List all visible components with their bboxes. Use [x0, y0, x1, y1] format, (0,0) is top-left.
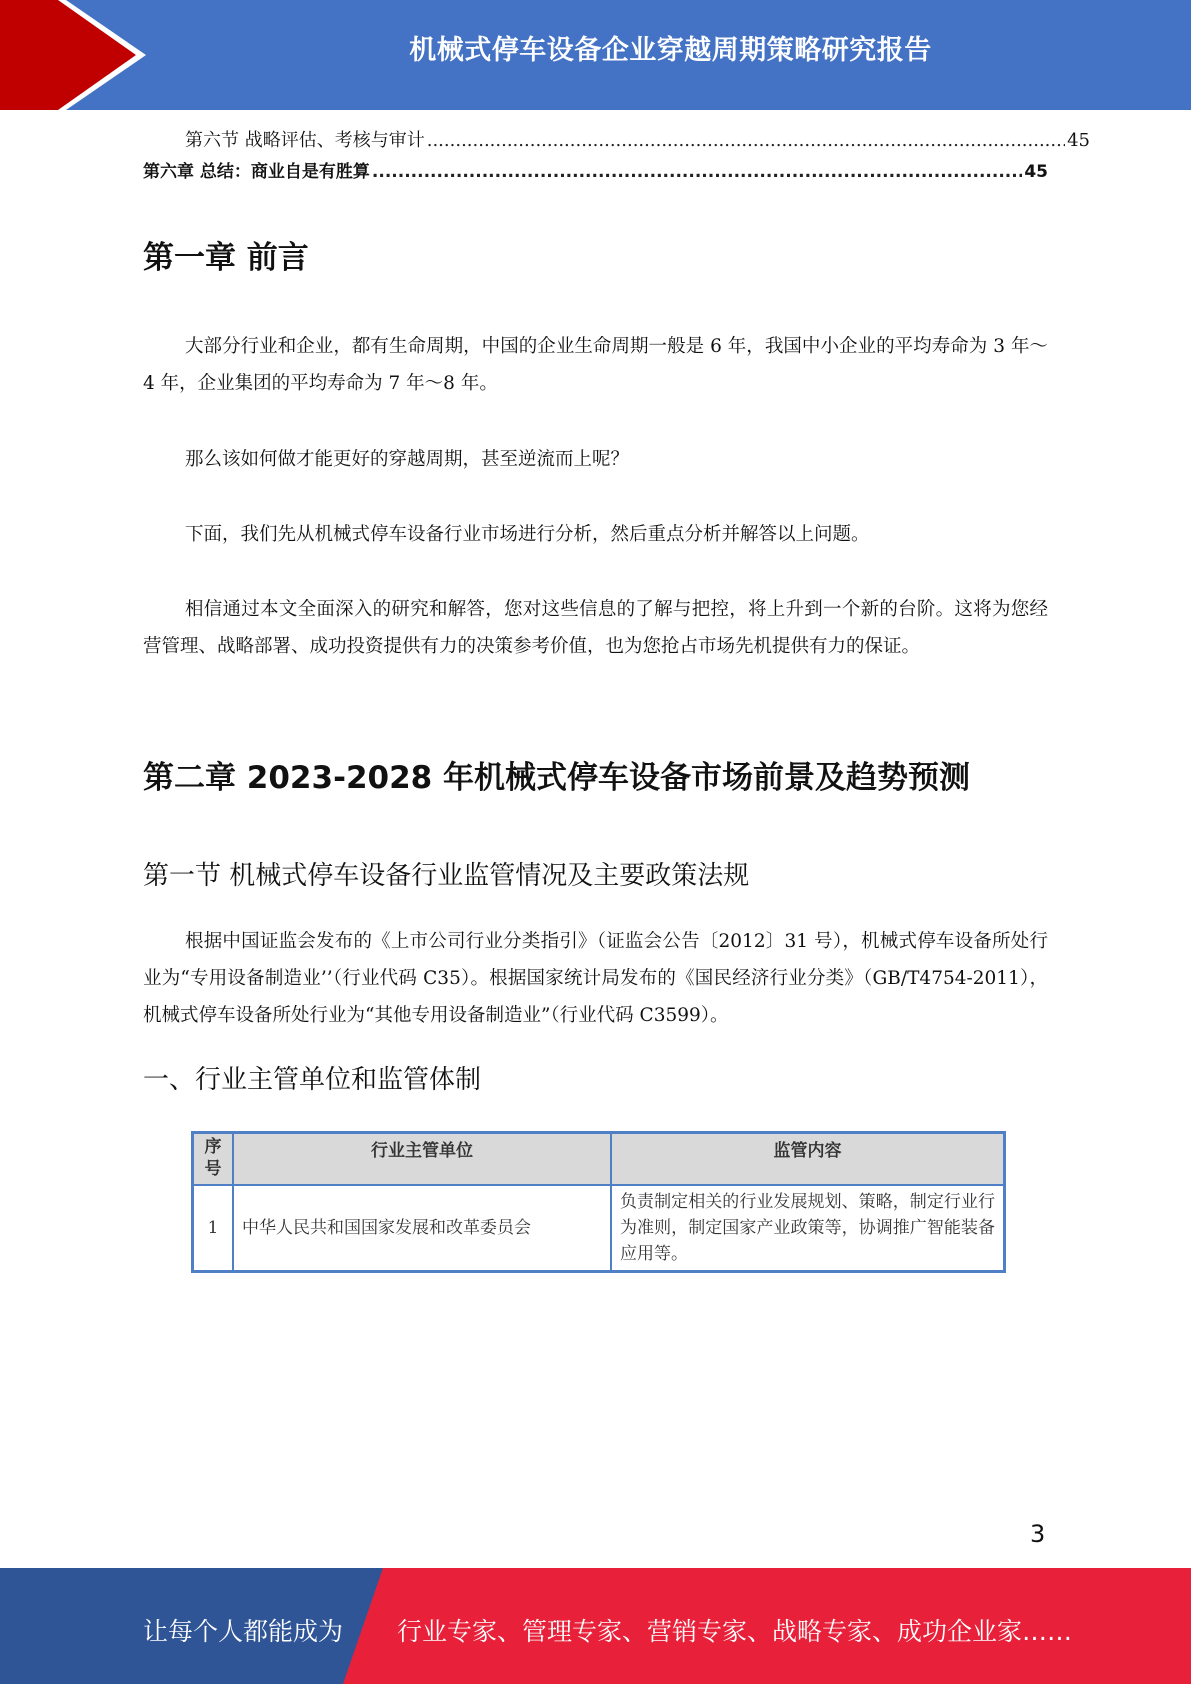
- table-header-row: [193, 1133, 1005, 1186]
- subsection-heading: 一、行业主管单位和监管体制: [143, 1065, 482, 1095]
- regulator-table: [191, 1131, 1006, 1273]
- page-number: 3: [1030, 1520, 1046, 1548]
- toc-entry-page: 45: [1024, 162, 1048, 182]
- section-heading: 第一节 机械式停车设备行业监管情况及主要政策法规: [143, 861, 750, 891]
- header-banner: [0, 0, 1191, 110]
- footer-slogan-left: 让每个人都能成为: [143, 1617, 344, 1646]
- table-cell: 1: [193, 1185, 234, 1272]
- body-paragraph: 大部分行业和企业，都有生命周期，中国的企业生命周期一般是 6 年，我国中小企业的平均寿命为 3 年～4 年，企业集团的平均寿命为 7 年～8 年。: [143, 336, 1048, 394]
- footer-banner: [0, 1568, 1191, 1684]
- chapter-heading: 第一章 前言: [143, 240, 309, 276]
- table-row: [193, 1185, 1005, 1272]
- chapter-heading: 第二章 2023-2028 年机械式停车设备市场前景及趋势预测: [143, 760, 971, 796]
- toc-entry-page: 45: [1067, 130, 1090, 151]
- toc-entry[interactable]: [143, 157, 1048, 188]
- table-header-cell: 序号: [193, 1133, 234, 1186]
- header-chevron-icon: [0, 0, 160, 110]
- body-paragraph: 那么该如何做才能更好的穿越周期，甚至逆流而上呢？: [185, 449, 630, 470]
- toc-entry-label: 第六章 总结：商业自是有胜算: [143, 162, 370, 182]
- table-cell: 中华人民共和国国家发展和改革委员会: [233, 1185, 611, 1272]
- toc-leader: [427, 125, 1065, 156]
- toc-entry-label: 第六节 战略评估、考核与审计: [185, 130, 425, 151]
- body-paragraph: 相信通过本文全面深入的研究和解答，您对这些信息的了解与把控，将上升到一个新的台阶。这将为您经营管理、战略部署、成功投资提供有力的决策参考价值，也为您抢占市场先机提供有力的保证。: [143, 599, 1048, 657]
- toc-leader: [372, 157, 1022, 188]
- footer-slogan-right: 行业专家、管理专家、营销专家、战略专家、成功企业家……: [397, 1617, 1073, 1646]
- body-paragraph: 根据中国证监会发布的《上市公司行业分类指引》（证监会公告〔2012〕31 号），机械式停车设备所处行业为“专用设备制造业’’（行业代码 C35）。根据国家统计局发布的《国民经济行业分类》（GB/T4754-2011），机械式停车设备所处行业为“其他专用设备制造业”（行业代码 C3599）。: [143, 931, 1048, 1026]
- report-title: 机械式停车设备企业穿越周期策略研究报告: [409, 35, 932, 66]
- table-cell: 负责制定相关的行业发展规划、策略，制定行业行为准则，制定国家产业政策等，协调推广智能装备应用等。: [611, 1185, 1005, 1272]
- table-header-cell: 行业主管单位: [233, 1133, 611, 1186]
- toc-entry[interactable]: [143, 125, 1090, 156]
- table-header-cell: 监管内容: [611, 1133, 1005, 1186]
- body-paragraph: 下面，我们先从机械式停车设备行业市场进行分析，然后重点分析并解答以上问题。: [185, 524, 870, 545]
